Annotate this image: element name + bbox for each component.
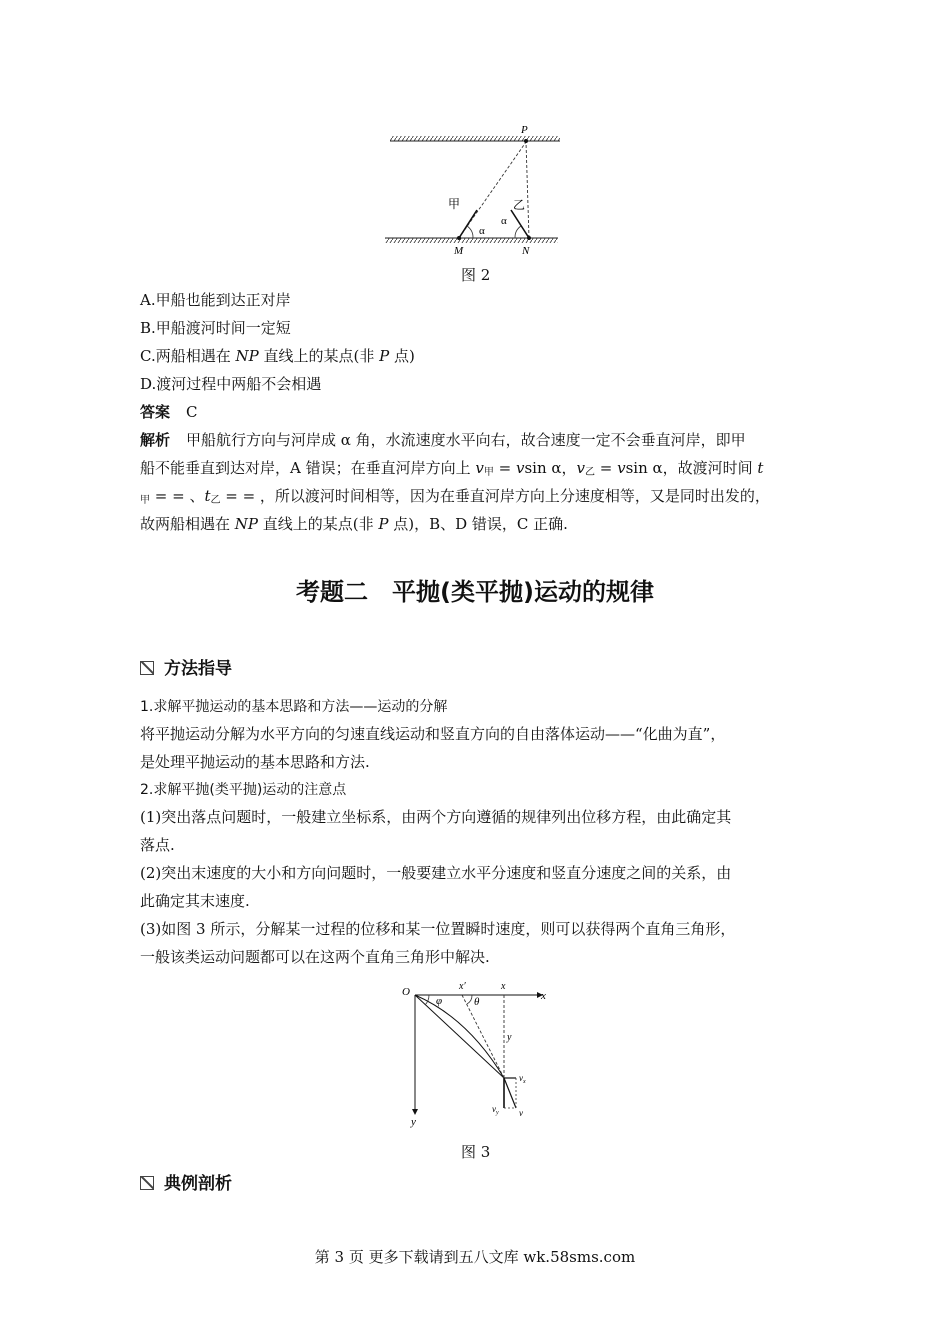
method-p1-line1: 将平抛运动分解为水平方向的匀速直线运动和竖直方向的自由落体运动——“化曲为直”， <box>140 725 726 743</box>
label-p: P <box>521 124 528 136</box>
label-jia: 甲 <box>448 197 461 211</box>
analysis-2d: = <box>595 459 618 477</box>
label-alpha-n: α <box>501 215 507 227</box>
label-yi: 乙 <box>513 198 526 212</box>
label-theta: θ <box>474 996 480 1008</box>
figure-2-caption: 图 2 <box>461 266 491 284</box>
analysis-2a: 船不能垂直到达对岸，A 错误；在垂直河岸方向上 <box>140 459 476 477</box>
label-alpha-m: α <box>479 225 485 237</box>
option-d: D.渡河过程中两船不会相遇 <box>140 375 322 393</box>
option-b: B.甲船渡河时间一定短 <box>140 319 291 337</box>
option-a: A.甲船也能到达正对岸 <box>140 291 291 309</box>
analysis-p: P <box>378 515 389 533</box>
label-o: O <box>402 986 410 998</box>
analysis-line-2 <box>140 458 763 483</box>
option-c-mid: 直线上的某点(非 <box>258 347 380 365</box>
sub-jia: 甲 <box>483 467 494 478</box>
t-symbol: t <box>757 459 764 477</box>
analysis-2b: = <box>493 459 516 477</box>
bottom-bank-hatch <box>385 238 558 243</box>
label-y-axis: y <box>411 1116 416 1128</box>
method-p2-title: 2.求解平抛(类平抛)运动的注意点 <box>140 782 347 798</box>
analysis-4a: 故两船相遇在 <box>140 515 235 533</box>
page-footer: 第 3 页 更多下载请到五八文库 wk.58sms.com <box>314 1248 636 1266</box>
analysis-4b: 直线上的某点(非 <box>258 515 379 533</box>
example-heading <box>140 1169 232 1194</box>
method-p1-title: 1.求解平抛运动的基本思路和方法——运动的分解 <box>140 699 448 715</box>
method-p1-line2: 是处理平抛运动的基本思路和方法. <box>140 753 370 771</box>
answer-value: C <box>186 403 198 421</box>
method-p2-3a: (3)如图 3 所示，分解某一过程的位移和某一位置瞬时速度，则可以获得两个直角三角形， <box>140 920 736 938</box>
boat-yi-arrow <box>511 210 529 238</box>
label-n: N <box>522 245 530 257</box>
option-c-pre: C.两船相遇在 <box>140 347 236 365</box>
np-dashed-line <box>526 142 529 238</box>
sub-yi: 乙 <box>585 467 595 478</box>
section-title: 考题二 平抛(类平抛)运动的规律 <box>296 578 654 606</box>
v-jia: v <box>475 459 484 477</box>
option-c-post: 点) <box>389 347 415 365</box>
label-phi: φ <box>436 995 443 1007</box>
displacement-line <box>415 995 504 1078</box>
boat-jia-arrow <box>459 210 477 238</box>
v-2: v <box>617 459 626 477</box>
label-y-mid: y <box>507 1032 512 1043</box>
analysis-2c: sin α， <box>524 459 577 477</box>
analysis-line-1 <box>140 430 746 450</box>
label-x-prime: x′ <box>459 981 466 992</box>
method-p2-2a: (2)突出末速度的大小和方向问题时，一般要建立水平分速度和竖直分速度之间的关系，由 <box>140 864 732 882</box>
label-vy: $v_y$ <box>492 1104 499 1116</box>
top-bank-hatch <box>390 136 560 141</box>
figure-3-diagram <box>398 978 558 1128</box>
label-x-axis: x <box>541 990 546 1002</box>
analysis-line-3 <box>140 486 770 511</box>
sub-yi-2: 乙 <box>210 495 221 506</box>
analysis-line-4 <box>140 514 568 534</box>
label-v: v <box>519 1108 523 1118</box>
option-c-p: P <box>379 347 390 365</box>
analysis-4c: 点)，B、D 错误，C 正确. <box>388 515 568 533</box>
sub-jia-2: 甲 <box>140 495 150 506</box>
label-x-top: x <box>501 981 506 992</box>
square-icon <box>140 1176 154 1190</box>
analysis-label: 解析 <box>140 431 171 449</box>
t-symbol-2: t <box>204 487 211 505</box>
label-vx: $v_x$ <box>519 1073 526 1085</box>
label-m: M <box>454 245 464 257</box>
theta-arc <box>467 995 472 1004</box>
method-p2-3b: 一般该类运动问题都可以在这两个直角三角形中解决. <box>140 948 490 966</box>
v-yi: v <box>576 459 585 477</box>
v-1: v <box>515 459 525 477</box>
method-heading <box>140 654 232 679</box>
method-heading-text: 方法指导 <box>164 659 232 679</box>
figure-2-diagram <box>380 120 570 260</box>
option-c <box>140 346 415 366</box>
option-c-np: NP <box>235 347 259 365</box>
analysis-3a: = = 、 <box>150 487 205 505</box>
angle-arc-n <box>515 226 521 238</box>
answer-label: 答案 <box>140 403 171 421</box>
square-icon <box>140 661 154 675</box>
analysis-np: NP <box>234 515 258 533</box>
angle-arc-m <box>467 226 473 238</box>
analysis-text-1: 甲船航行方向与河岸成 α 角，水流速度水平向右，故合速度一定不会垂直河岸，即甲 <box>186 431 746 449</box>
example-heading-text: 典例剖析 <box>164 1174 232 1194</box>
method-p2-1a: (1)突出落点问题时，一般建立坐标系，由两个方向遵循的规律列出位移方程，由此确定其 <box>140 808 732 826</box>
tangent-dashed <box>462 995 504 1078</box>
v-vector <box>504 1078 516 1108</box>
analysis-3b: = = ，所以渡河时间相等，因为在垂直河岸方向上分速度相等，又是同时出发的， <box>220 487 770 505</box>
figure-3-caption: 图 3 <box>461 1143 491 1161</box>
answer <box>140 402 198 422</box>
method-p2-2b: 此确定其末速度. <box>140 892 250 910</box>
analysis-2e: sin α，故渡河时间 <box>625 459 758 477</box>
point-p <box>524 139 528 143</box>
method-p2-1b: 落点. <box>140 836 175 854</box>
